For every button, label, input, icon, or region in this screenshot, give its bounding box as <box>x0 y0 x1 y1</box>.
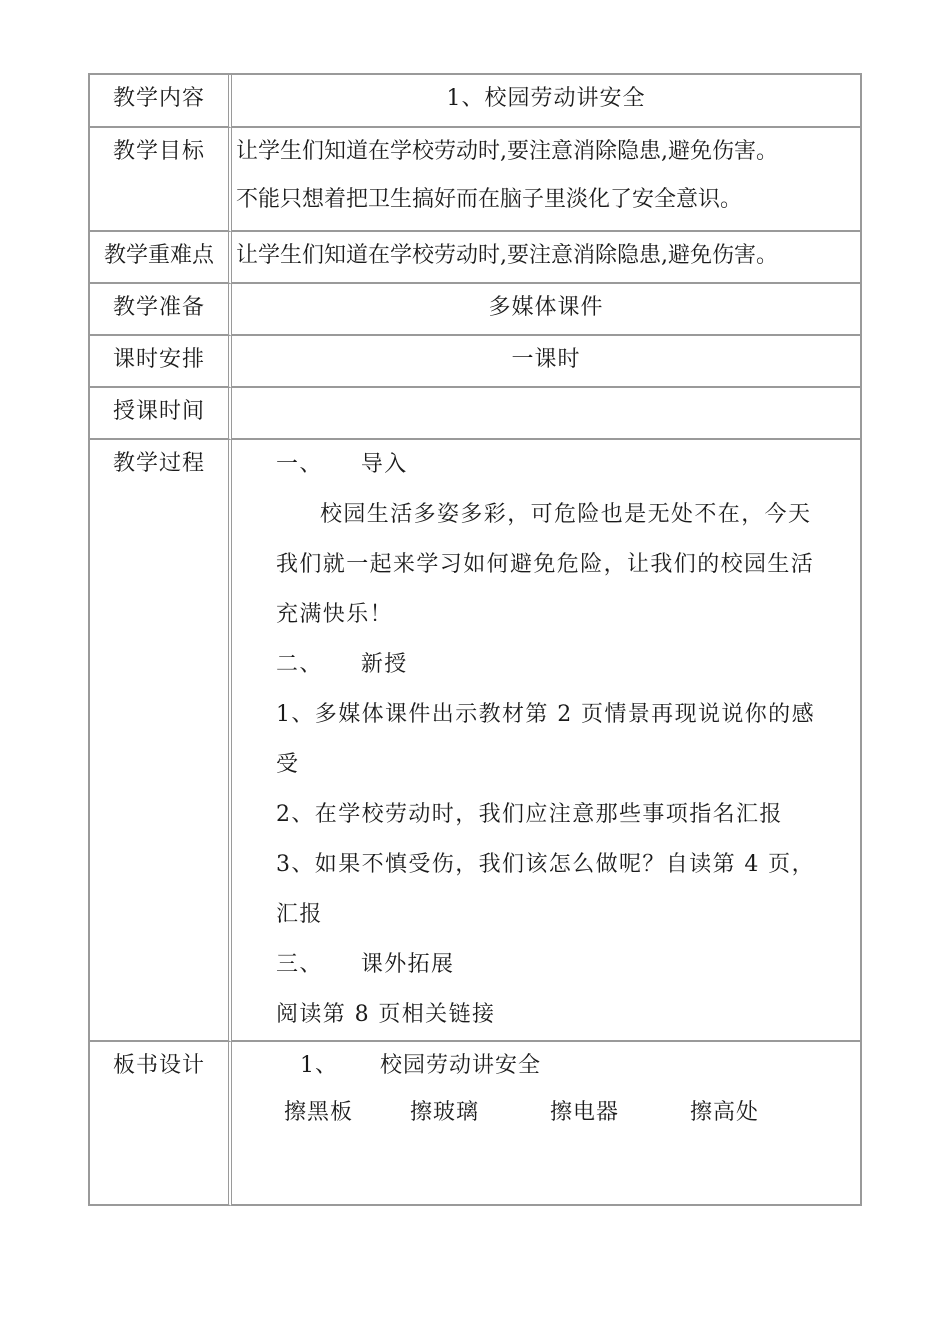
section-3-title: 课外拓展 <box>360 952 455 977</box>
label-goal: 教学目标 <box>112 139 205 164</box>
board-item: 擦高处 <box>690 1100 760 1125</box>
board-title: 校园劳动讲安全 <box>380 1053 542 1078</box>
item-1-line-2: 受 <box>276 752 300 777</box>
hours-text: 一课时 <box>511 347 581 372</box>
value-cell <box>232 388 862 440</box>
section-2-title: 新授 <box>360 652 408 677</box>
label-cell <box>90 232 232 284</box>
prep-text: 多媒体课件 <box>488 295 604 320</box>
process-cell <box>232 440 862 1042</box>
label-content: 教学内容 <box>112 86 205 111</box>
label-time: 授课时间 <box>112 399 205 424</box>
reading-line: 阅读第 8 页相关链接 <box>276 1002 496 1027</box>
item-3-line-2: 汇报 <box>276 902 323 927</box>
label-cell <box>90 388 232 440</box>
board-number: 1、 <box>300 1053 338 1078</box>
board-item: 擦玻璃 <box>410 1100 480 1125</box>
value-cell <box>232 75 862 128</box>
value-cell <box>232 232 862 284</box>
row-process <box>90 440 862 1042</box>
process-body <box>232 440 860 1040</box>
board-body <box>232 1042 860 1138</box>
item-2: 2、在学校劳动时，我们应注意那些事项指名汇报 <box>276 802 783 827</box>
board-items <box>232 1088 860 1138</box>
row-board <box>90 1042 862 1206</box>
section-heading-2 <box>276 640 860 690</box>
intro-line-1: 校园生活多姿多彩，可危险也是无处不在，今天 <box>320 502 812 527</box>
intro-line-3: 充满快乐！ <box>276 602 394 627</box>
item-1-line-1: 1、多媒体课件出示教材第 2 页情景再现说说你的感 <box>276 702 815 727</box>
section-3-number: 三、 <box>276 952 323 977</box>
label-key-points: 教学重难点 <box>103 243 214 268</box>
label-cell <box>90 1042 232 1206</box>
goal-line-2: 不能只想着把卫生搞好而在脑子里淡化了安全意识。 <box>236 187 743 212</box>
board-item: 擦电器 <box>550 1100 620 1125</box>
label-cell <box>90 336 232 388</box>
section-2-number: 二、 <box>276 652 323 677</box>
row-prep <box>90 284 862 336</box>
row-hours <box>90 336 862 388</box>
board-title-line <box>232 1044 860 1088</box>
key-points-text: 让学生们知道在学校劳动时,要注意消除隐患,避免伤害。 <box>236 243 778 268</box>
row-goal <box>90 128 862 232</box>
label-cell <box>90 128 232 232</box>
intro-line-2: 我们就一起来学习如何避免危险，让我们的校园生活 <box>276 552 815 577</box>
label-hours: 课时安排 <box>112 347 205 372</box>
row-key-points <box>90 232 862 284</box>
board-cell <box>232 1042 862 1206</box>
lesson-plan-table <box>88 73 862 1206</box>
label-cell <box>90 75 232 128</box>
row-time <box>90 388 862 440</box>
value-cell <box>232 284 862 336</box>
label-cell <box>90 440 232 1042</box>
row-content <box>90 75 862 128</box>
label-prep: 教学准备 <box>112 295 205 320</box>
label-cell <box>90 284 232 336</box>
section-1-number: 一、 <box>276 452 323 477</box>
board-item: 擦黑板 <box>284 1100 354 1125</box>
item-3-line-1: 3、如果不慎受伤，我们该怎么做呢？自读第 4 页， <box>276 852 815 877</box>
goal-line-1: 让学生们知道在学校劳动时,要注意消除隐患,避免伤害。 <box>236 139 778 164</box>
value-cell <box>232 128 862 232</box>
section-heading-3 <box>276 940 860 990</box>
lesson-title: 1、校园劳动讲安全 <box>446 86 646 111</box>
value-cell <box>232 336 862 388</box>
label-board: 板书设计 <box>112 1053 205 1078</box>
section-1-title: 导入 <box>360 452 408 477</box>
label-process: 教学过程 <box>112 451 205 476</box>
section-heading-1 <box>276 440 860 490</box>
